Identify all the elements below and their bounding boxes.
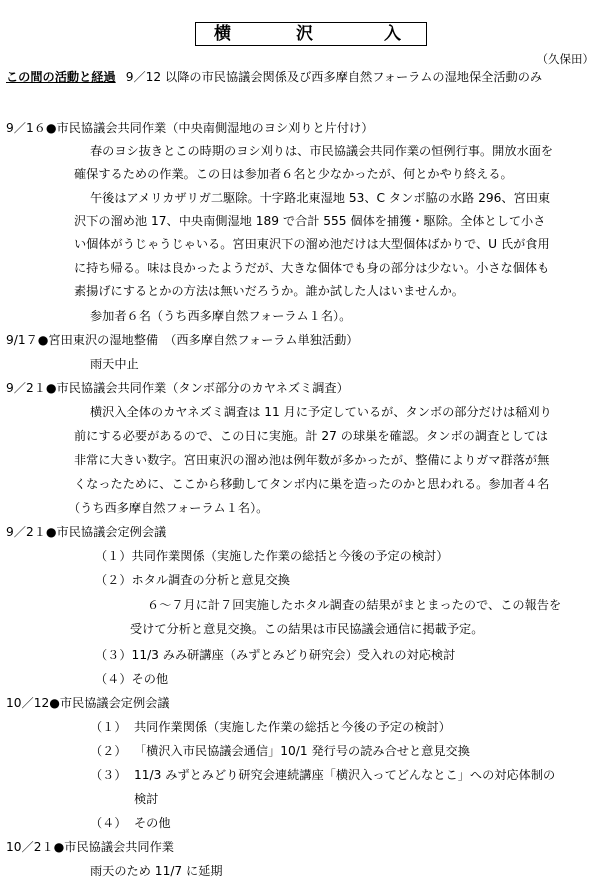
entry-header: 9／2１●市民協議会共同作業（タンボ部分のカヤネズミ調査） <box>6 381 349 395</box>
paragraph-line: 沢下の溜め池 17、中央南側湿地 189 で合計 555 個体を捕獲・駆除。全体として小さ <box>74 214 546 228</box>
agenda-item: （２）ホタル調査の分析と意見交換 <box>95 573 290 587</box>
paragraph-line: 横沢入全体のカヤネズミ調査は 11 月に予定しているが、タンボの部分だけは稲刈り <box>90 405 552 419</box>
paragraph-line: に持ち帰る。味は良かったようだが、大きな個体でも身の部分は少ない。小さな個体も <box>74 261 550 275</box>
agenda-text: その他 <box>134 816 171 830</box>
agenda-subtext: 受けて分析と意見交換。この結果は市民協議会通信に掲載予定。 <box>130 622 484 636</box>
agenda-number: （３） <box>90 768 127 782</box>
entry-header: 9/1７●宮田東沢の湿地整備 （西多摩自然フォーラム単独活動） <box>6 333 359 347</box>
paragraph-line: 春のヨシ抜きとこの時期のヨシ刈りは、市民協議会共同作業の恒例行事。開放水面を <box>90 144 554 158</box>
page-title <box>195 22 427 46</box>
paragraph-line: 素揚げにするとかの方法は無いだろうか。誰か試した人はいませんか。 <box>74 284 464 298</box>
agenda-text: 「横沢入市民協議会通信」10/1 発行号の読み合せと意見交換 <box>134 744 470 758</box>
entry-header: 10／2１●市民協議会共同作業 <box>6 840 174 854</box>
paragraph-line: 雨天のため 11/7 に延期 <box>90 864 223 878</box>
paragraph-line: 前にする必要があるので、この日に実施。計 27 の球巣を確認。タンボの調査としては <box>74 429 548 443</box>
agenda-text: 共同作業関係（実施した作業の総括と今後の予定の検討） <box>134 720 451 734</box>
title-char-1: 横 <box>214 24 231 44</box>
agenda-text: 検討 <box>134 792 159 806</box>
agenda-item <box>90 766 555 784</box>
agenda-item: （１）共同作業関係（実施した作業の総括と今後の予定の検討） <box>95 549 449 563</box>
agenda-number: （２） <box>90 744 127 758</box>
paragraph-line: 確保するための作業。この日は参加者６名と少なかったが、何とかやり終える。 <box>74 167 513 181</box>
paragraph-line: 雨天中止 <box>90 357 139 371</box>
agenda-subtext: ６～７月に計７回実施したホタル調査の結果がまとまったので、この報告を <box>147 598 562 612</box>
agenda-item: （３）11/3 みみ研講座（みずとみどり研究会）受入れの対応検討 <box>95 648 456 662</box>
agenda-number: （４） <box>90 816 127 830</box>
agenda-text: 11/3 みずとみどり研究会連続講座「横沢入ってどんなとこ」への対応体制の <box>134 768 556 782</box>
entry-header: 9／1６●市民協議会共同作業（中央南側湿地のヨシ刈りと片付け） <box>6 121 374 135</box>
intro-text: 9／12 以降の市民協議会関係及び西多摩自然フォーラムの湿地保全活動のみ <box>125 70 543 84</box>
intro-line <box>6 68 542 86</box>
intro-heading: この間の活動と経過 <box>6 70 116 84</box>
paragraph-line: くなったために、ここから移動してタンボ内に巣を造ったのかと思われる。参加者４名 <box>74 477 550 491</box>
paragraph-line: （うち西多摩自然フォーラム１名）。 <box>68 501 269 515</box>
title-char-3: 入 <box>384 24 401 44</box>
agenda-item <box>90 742 470 760</box>
participants-line: 参加者６名（うち西多摩自然フォーラム１名）。 <box>90 309 352 323</box>
entry-header: 10／12●市民協議会定例会議 <box>6 696 170 710</box>
entry-header: 9／2１●市民協議会定例会議 <box>6 525 167 539</box>
agenda-item-continuation <box>90 790 158 808</box>
paragraph-line: 午後はアメリカザリガ二駆除。十字路北東湿地 53、C タンボ脇の水路 296、宮田東 <box>90 191 551 205</box>
agenda-item: （４）その他 <box>95 672 169 686</box>
agenda-item <box>90 718 451 736</box>
title-char-2: 沢 <box>296 24 313 44</box>
agenda-item <box>90 814 171 832</box>
paragraph-line: 非常に大きい数字。宮田東沢の溜め池は例年数が多かったが、整備によりガマ群落が無 <box>74 453 550 467</box>
paragraph-line: い個体がうじゃうじゃいる。宮田東沢下の溜め池だけは大型個体ばかりで、U 氏が食用 <box>74 237 550 251</box>
agenda-number: （１） <box>90 720 127 734</box>
author-name: （久保田） <box>536 52 594 66</box>
